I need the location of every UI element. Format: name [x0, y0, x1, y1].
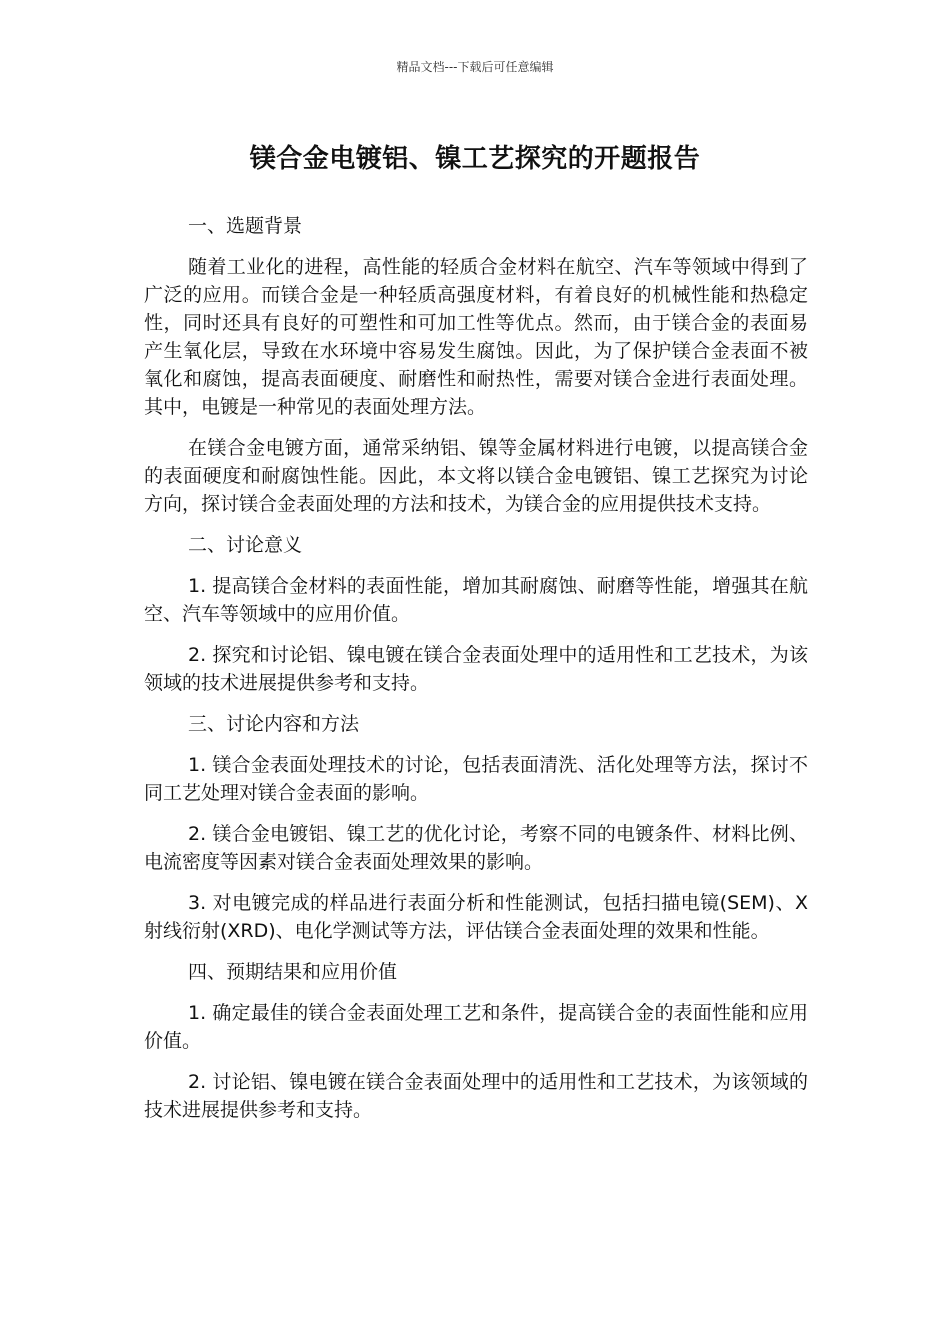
section-heading-content-methods: 三、讨论内容和方法: [188, 713, 360, 735]
paragraph-expected-results-2: 2. 讨论铝、镍电镀在镁合金表面处理中的适用性和工艺技术，为该领域的技术进展提供参考和支持。: [144, 1071, 808, 1121]
document-title: 镁合金电镀铝、镍工艺探究的开题报告: [249, 144, 701, 174]
section-heading-significance: 二、讨论意义: [188, 534, 303, 556]
paragraph-background-2: 在镁合金电镀方面，通常采纳铝、镍等金属材料进行电镀，以提高镁合金的表面硬度和耐腐蚀性能。因此，本文将以镁合金电镀铝、镍工艺探究为讨论方向，探讨镁合金表面处理的方法和技术，为镁合金的应用提供技术支持。: [144, 437, 808, 515]
paragraph-content-methods-2: 2. 镁合金电镀铝、镍工艺的优化讨论，考察不同的电镀条件、材料比例、电流密度等因素对镁合金表面处理效果的影响。: [144, 823, 808, 873]
paragraph-significance-1: 1. 提高镁合金材料的表面性能，增加其耐腐蚀、耐磨等性能，增强其在航空、汽车等领域中的应用价值。: [144, 575, 808, 625]
paragraph-content-methods-3: 3. 对电镀完成的样品进行表面分析和性能测试，包括扫描电镜(SEM)、X射线衍射(XRD)、电化学测试等方法，评估镁合金表面处理的效果和性能。: [144, 892, 808, 942]
document-body: [144, 212, 808, 1137]
paragraph-significance-2: 2. 探究和讨论铝、镍电镀在镁合金表面处理中的适用性和工艺技术，为该领域的技术进展提供参考和支持。: [144, 644, 808, 694]
section-heading-expected-results: 四、预期结果和应用价值: [188, 961, 398, 983]
paragraph-background-1: 随着工业化的进程，高性能的轻质合金材料在航空、汽车等领域中得到了广泛的应用。而镁合金是一种轻质高强度材料，有着良好的机械性能和热稳定性，同时还具有良好的可塑性和可加工性等优点。然而，由于镁合金的表面易产生氧化层，导致在水环境中容易发生腐蚀。因此，为了保护镁合金表面不被氧化和腐蚀，提高表面硬度、耐磨性和耐热性，需要对镁合金进行表面处理。其中，电镀是一种常见的表面处理方法。: [144, 256, 808, 418]
section-heading-background: 一、选题背景: [188, 215, 303, 237]
header-note: 精品文档---下载后可任意编辑: [396, 60, 554, 74]
paragraph-expected-results-1: 1. 确定最佳的镁合金表面处理工艺和条件，提高镁合金的表面性能和应用价值。: [144, 1002, 808, 1052]
paragraph-content-methods-1: 1. 镁合金表面处理技术的讨论，包括表面清洗、活化处理等方法，探讨不同工艺处理对镁合金表面的影响。: [144, 754, 808, 804]
